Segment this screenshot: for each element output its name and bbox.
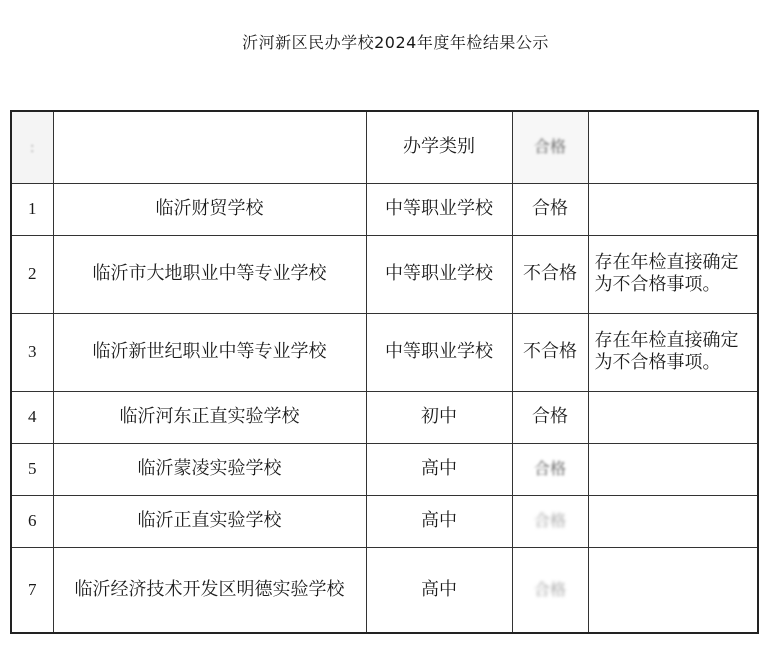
school-name: 临沂财贸学校 bbox=[53, 183, 366, 235]
inspection-result: 合格 bbox=[512, 183, 588, 235]
table-row bbox=[11, 495, 758, 547]
inspection-result: 不合格 bbox=[512, 313, 588, 391]
table-row bbox=[11, 391, 758, 443]
remark bbox=[588, 183, 758, 235]
row-number: 4 bbox=[11, 391, 53, 443]
remark bbox=[588, 443, 758, 495]
header-name-cell bbox=[53, 111, 366, 183]
school-name: 临沂河东正直实验学校 bbox=[53, 391, 366, 443]
row-number: 3 bbox=[11, 313, 53, 391]
table-row bbox=[11, 183, 758, 235]
row-number: 6 bbox=[11, 495, 53, 547]
school-type: 中等职业学校 bbox=[366, 313, 512, 391]
remark bbox=[588, 391, 758, 443]
header-result-cell: 合格 bbox=[512, 111, 588, 183]
remark bbox=[588, 547, 758, 633]
school-type: 中等职业学校 bbox=[366, 235, 512, 313]
table-row bbox=[11, 313, 758, 391]
table-row bbox=[11, 235, 758, 313]
row-number: 1 bbox=[11, 183, 53, 235]
inspection-result: 合格 bbox=[512, 391, 588, 443]
header-index-cell: : bbox=[11, 111, 53, 183]
inspection-result: 合格 bbox=[512, 443, 588, 495]
table-header-row bbox=[11, 111, 758, 183]
remark: 存在年检直接确定为不合格事项。 bbox=[588, 235, 758, 313]
row-number: 7 bbox=[11, 547, 53, 633]
results-table-container bbox=[10, 110, 759, 634]
inspection-result: 合格 bbox=[512, 495, 588, 547]
school-type: 高中 bbox=[366, 547, 512, 633]
school-name: 临沂正直实验学校 bbox=[53, 495, 366, 547]
inspection-result: 合格 bbox=[512, 547, 588, 633]
table-row bbox=[11, 547, 758, 633]
school-type: 高中 bbox=[366, 495, 512, 547]
results-table bbox=[10, 110, 759, 634]
school-type: 高中 bbox=[366, 443, 512, 495]
header-note-cell bbox=[588, 111, 758, 183]
school-name: 临沂经济技术开发区明德实验学校 bbox=[53, 547, 366, 633]
school-type: 初中 bbox=[366, 391, 512, 443]
school-name: 临沂蒙凌实验学校 bbox=[53, 443, 366, 495]
row-number: 2 bbox=[11, 235, 53, 313]
school-type: 中等职业学校 bbox=[366, 183, 512, 235]
school-name: 临沂新世纪职业中等专业学校 bbox=[53, 313, 366, 391]
row-number: 5 bbox=[11, 443, 53, 495]
inspection-result: 不合格 bbox=[512, 235, 588, 313]
table-row bbox=[11, 443, 758, 495]
remark bbox=[588, 495, 758, 547]
remark: 存在年检直接确定为不合格事项。 bbox=[588, 313, 758, 391]
header-type-cell: 办学类别 bbox=[366, 111, 512, 183]
school-name: 临沂市大地职业中等专业学校 bbox=[53, 235, 366, 313]
page-title: 沂河新区民办学校2024年度年检结果公示 bbox=[242, 33, 549, 52]
